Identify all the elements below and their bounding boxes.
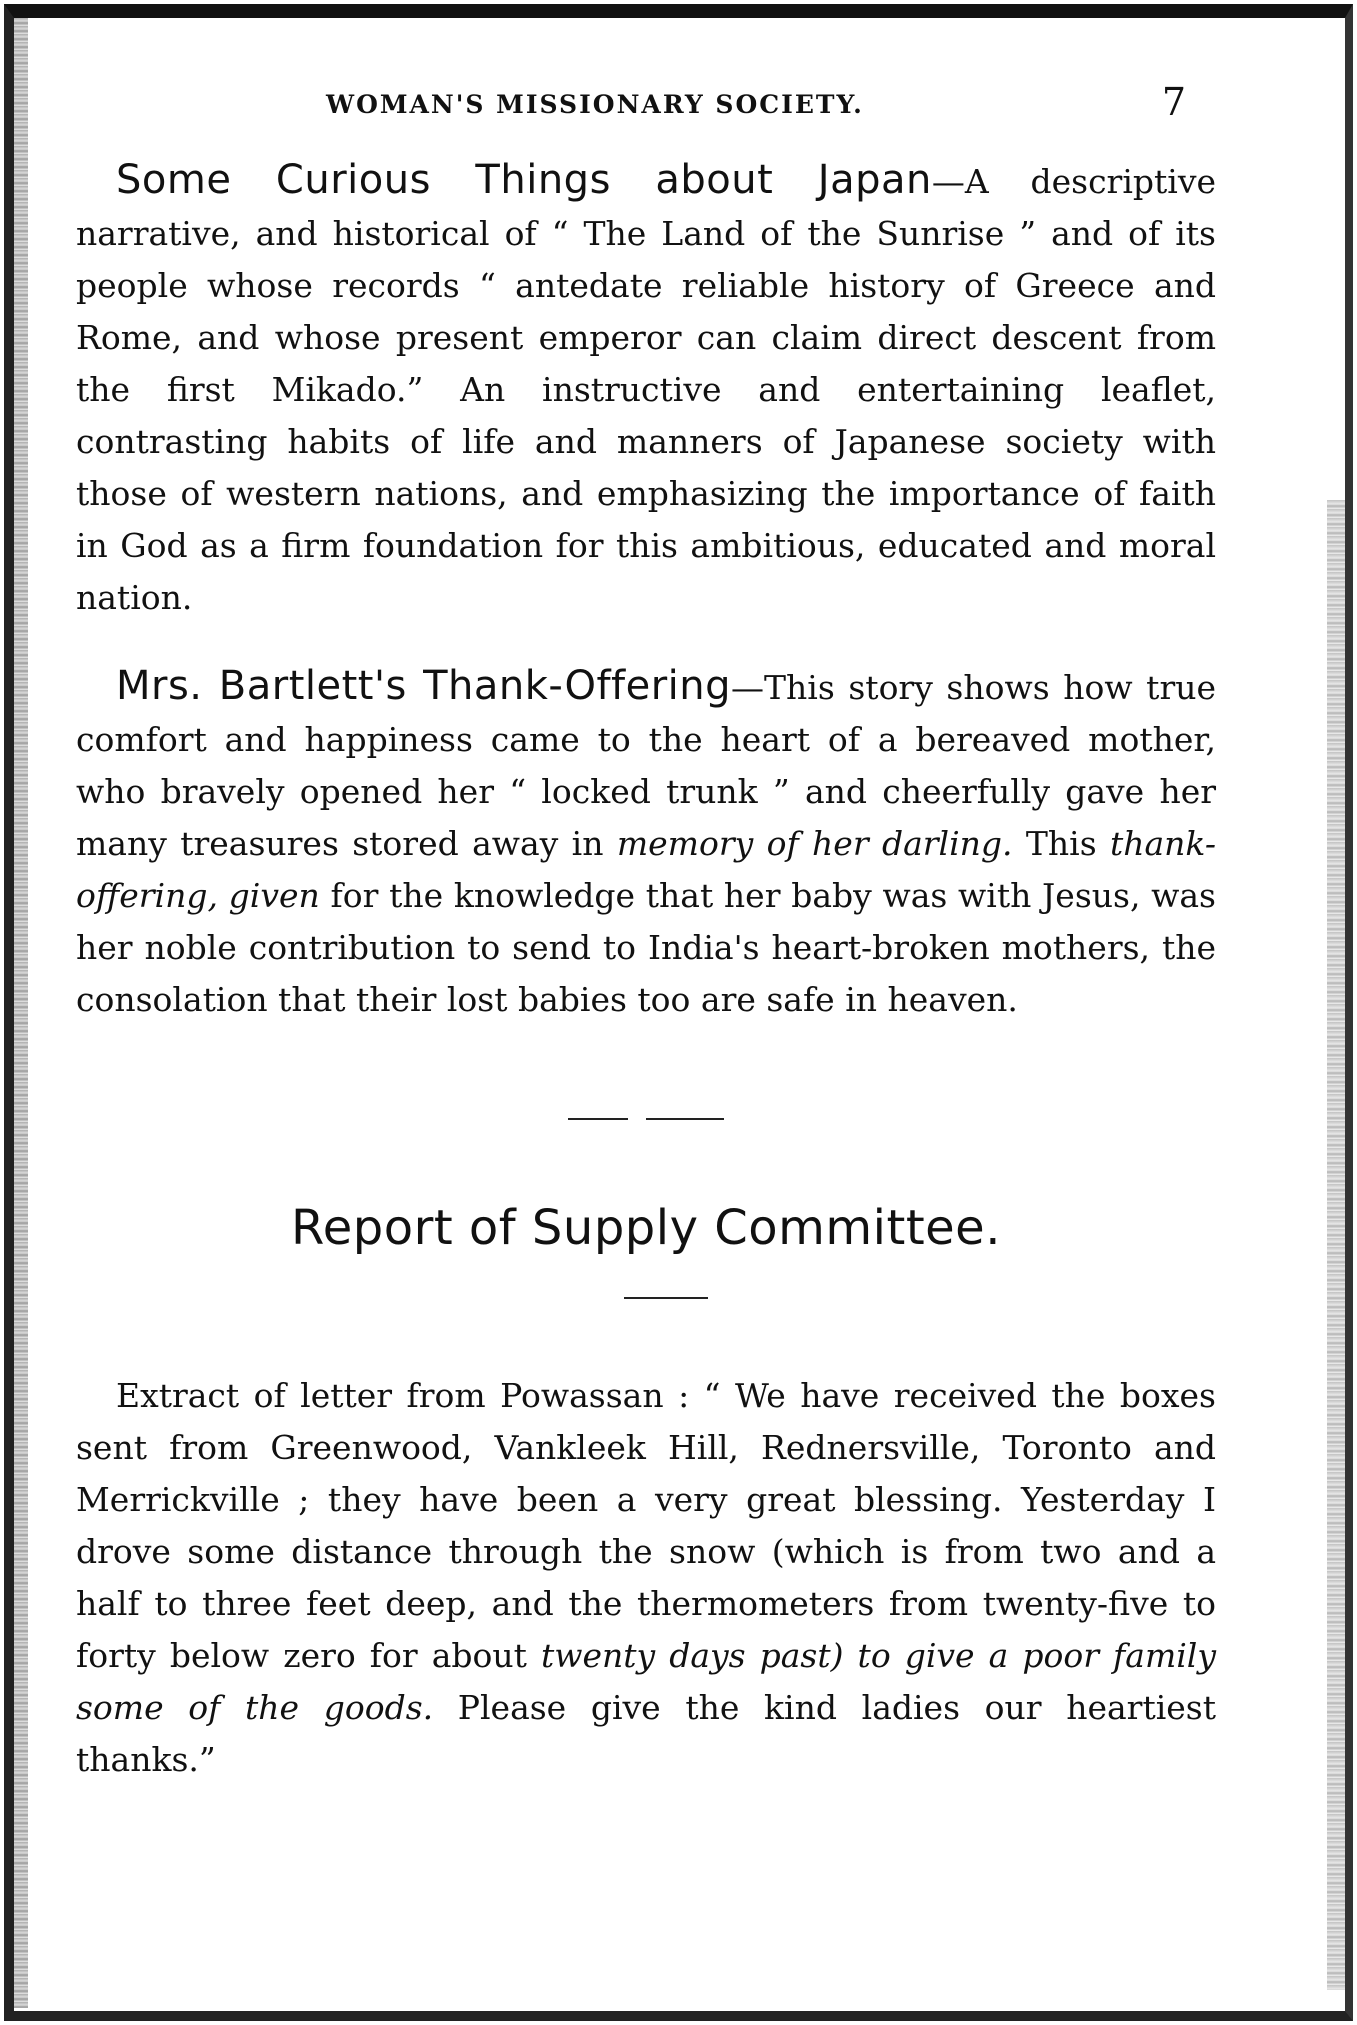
leaflet-bartlett-text-3: for the knowledge that her baby was with Jesus, was her noble contribution to send to India's heart-broken mothers, the consolation that their lost babies too are safe in heaven. [76, 876, 1216, 1019]
leaflet-bartlett-text-1: —This story shows how true comfort and happiness came to the heart of a bereaved mother, who bravely opened her “ locked trunk ” and cheerfully gave her many treasures stored away in [76, 668, 1216, 863]
divider-dash-long [646, 1118, 724, 1120]
extract-text-2: Please give the kind ladies our heartiest thanks.” [76, 1688, 1216, 1779]
heading-rule [76, 1284, 1216, 1304]
scan-gutter-right [1327, 500, 1345, 1990]
section-heading: Report of Supply Committee. [291, 1200, 1001, 1256]
leaflet-bartlett-italic-2: thank-offering, given [76, 824, 1216, 915]
powassan-letter-extract [76, 1370, 1216, 1786]
leaflet-japan-title: Some Curious Things about Japan [116, 157, 932, 203]
leaflet-bartlett-text-2: This [1012, 824, 1110, 863]
section-divider [76, 1108, 1216, 1128]
page-number: 7 [1161, 80, 1186, 124]
running-head-title: WOMAN'S MISSIONARY SOCIETY. [326, 90, 864, 119]
scan-gutter-left [14, 18, 28, 2008]
leaflet-japan [76, 154, 1216, 624]
leaflet-japan-text: —A descriptive narrative, and historical of “ The Land of the Sunrise ” and of its people whose records “ antedate reliable history of Greece and Rome, and whose present emperor can claim direct descent from the first Mikado.” An instructive and entertaining leaflet, contrasting habits of life and manners of Japanese society with those of western nations, and emphasizing the importance of faith in God as a firm foundation for this ambitious, educated and moral nation. [76, 162, 1216, 617]
leaflet-bartlett-title: Mrs. Bartlett's Thank-Offering [116, 663, 732, 709]
leaflet-bartlett-italic-1: memory of her darling. [616, 824, 1013, 863]
heading-rule-line [624, 1297, 708, 1299]
extract-text-1: Extract of letter from Powassan : “ We have received the boxes sent from Greenwood, Vankleek Hill, Rednersville, Toronto and Merrickville ; they have been a very great blessing. Yesterday I drove some distance through the snow (which is from two and a half to three feet deep, and the thermometers from twenty-five to forty below zero for about [76, 1376, 1216, 1675]
divider-dash-short [568, 1118, 628, 1120]
extract-italic: twenty days past) to give a poor family some of the goods. [76, 1636, 1216, 1727]
book-page [76, 80, 1216, 1786]
leaflet-bartlett [76, 660, 1216, 1026]
running-head [76, 80, 1216, 130]
